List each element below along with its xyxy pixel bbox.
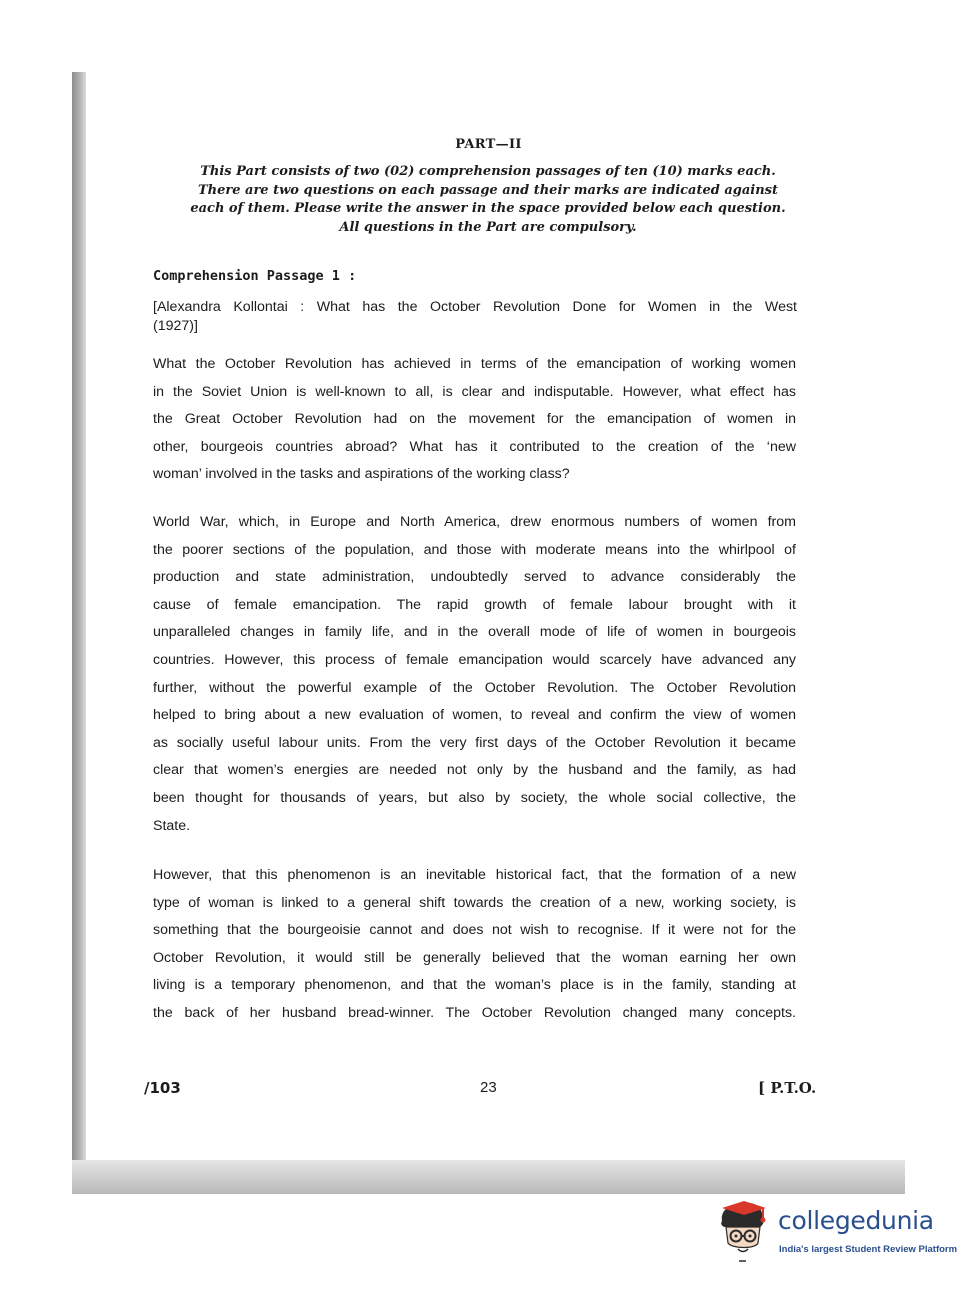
brand-tagline: India's largest Student Review Platform xyxy=(779,1244,958,1255)
paragraph-line: something that the bourgeoisie cannot and does not wish to recognise. If it were not for the xyxy=(153,922,796,939)
paragraph-line: the poorer sections of the population, and those with moderate means into the whirlpool of xyxy=(153,541,796,558)
citation-line: [Alexandra Kollontai : What has the October Revolution Done for Women in the West xyxy=(153,299,797,315)
paragraph-line: World War, which, in Europe and North America, drew enormous numbers of women from xyxy=(153,514,796,530)
page-number: 23 xyxy=(480,1079,497,1096)
mascot-icon xyxy=(716,1199,776,1265)
passage-paragraph-3 xyxy=(153,862,796,1028)
paragraph-line: the Great October Revolution had on the movement for the emancipation of women in xyxy=(153,411,796,428)
paragraph-line: further, without the powerful example of the October Revolution. The October Revolution xyxy=(153,679,796,696)
passage-paragraph-1 xyxy=(153,351,796,489)
paragraph-line: the back of her husband bread-winner. The October Revolution changed many concepts. xyxy=(153,1004,796,1021)
paragraph-line: woman’ involved in the tasks and aspirations of the working class? xyxy=(153,466,570,483)
paragraph-line: other, bourgeois countries abroad? What has it contributed to the creation of the ‘new xyxy=(153,438,796,455)
paragraph-line: What the October Revolution has achieved in terms of the emancipation of working women xyxy=(153,356,796,372)
paragraph-line: in the Soviet Union is well-known to all, is clear and indisputable. However, what effect has xyxy=(153,383,796,400)
paper-code: /103 xyxy=(144,1079,181,1097)
paragraph-line: countries. However, this process of female emancipation would scarcely have advanced any xyxy=(153,651,796,668)
instruction-line: All questions in the Part are compulsory. xyxy=(339,219,637,235)
paragraph-line: unparalleled changes in family life, and in the overall mode of life of women in bourgeois xyxy=(153,624,796,641)
instruction-line: each of them. Please write the answer in the space provided below each question. xyxy=(190,201,786,217)
paragraph-line: cause of female emancipation. The rapid growth of female labour brought with it xyxy=(153,596,796,613)
passage-heading: Comprehension Passage 1 : xyxy=(153,268,357,284)
scan-shadow-bottom xyxy=(72,1160,905,1194)
instruction-line: This Part consists of two (02) comprehension passages of ten (10) marks each. xyxy=(200,164,776,179)
part-title: PART—II xyxy=(455,137,522,152)
brand-name: collegedunia xyxy=(778,1206,934,1235)
scan-shadow-left xyxy=(72,72,86,1194)
paragraph-line: October Revolution, it would still be generally believed that the woman earning her own xyxy=(153,949,796,966)
passage-paragraph-2 xyxy=(153,509,796,840)
paragraph-line: clear that women’s energies are needed not only by the husband and the family, as had xyxy=(153,762,796,779)
paragraph-line: been thought for thousands of years, but also by society, the whole social collective, the xyxy=(153,789,796,806)
paragraph-line: living is a temporary phenomenon, and that the woman’s place is in the family, standing at xyxy=(153,977,796,994)
instruction-line: There are two questions on each passage and their marks are indicated against xyxy=(197,182,779,198)
part-instructions xyxy=(150,163,826,237)
paragraph-line: However, that this phenomenon is an inevitable historical fact, that the formation of a new xyxy=(153,867,796,883)
citation-line: (1927)] xyxy=(153,317,198,334)
collegedunia-watermark xyxy=(716,1199,956,1269)
paragraph-line: production and state administration, undoubtedly served to advance considerably the xyxy=(153,569,796,586)
paragraph-line: type of woman is linked to a general shift towards the creation of a new, working society, is xyxy=(153,894,796,911)
passage-citation xyxy=(153,298,797,335)
paragraph-line: as socially useful labour units. From the very first days of the October Revolution it became xyxy=(153,734,796,751)
paragraph-line: helped to bring about a new evaluation of women, to reveal and confirm the view of women xyxy=(153,707,796,724)
pto-marker: [ P.T.O. xyxy=(758,1079,817,1097)
paragraph-line: State. xyxy=(153,817,191,834)
